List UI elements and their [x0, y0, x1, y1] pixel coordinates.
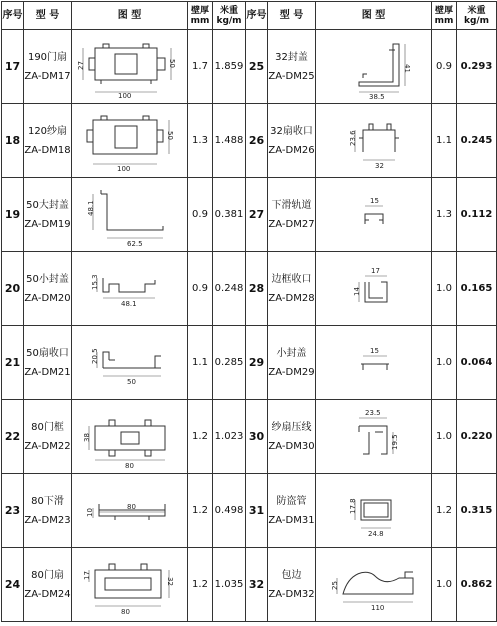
item-model: 小封盖 ZA-DM29	[268, 326, 316, 400]
wall-thickness: 1.0	[432, 252, 457, 326]
svg-text:24.8: 24.8	[367, 529, 384, 538]
wall-thickness: 1.0	[432, 400, 457, 474]
header-no-left: 序号	[2, 2, 24, 30]
meter-weight: 0.112	[457, 178, 497, 252]
svg-text:10: 10	[85, 507, 94, 517]
table-row	[2, 178, 497, 252]
profile-drawing	[72, 178, 188, 252]
svg-text:17.8: 17.8	[348, 497, 357, 514]
item-model: 防盗管 ZA-DM31	[268, 474, 316, 548]
item-model: 50小封盖 ZA-DM20	[24, 252, 72, 326]
meter-weight: 0.498	[213, 474, 246, 548]
item-no: 18	[2, 104, 24, 178]
item-no: 23	[2, 474, 24, 548]
profile-drawing	[72, 326, 188, 400]
svg-text:17: 17	[370, 266, 380, 275]
item-no: 25	[246, 30, 268, 104]
item-model: 50大封盖 ZA-DM19	[24, 178, 72, 252]
profile-drawing	[316, 474, 432, 548]
profile-drawing	[72, 400, 188, 474]
profile-drawing	[316, 400, 432, 474]
item-no: 20	[2, 252, 24, 326]
wall-thickness: 0.9	[188, 178, 213, 252]
item-no: 21	[2, 326, 24, 400]
table-row	[2, 326, 497, 400]
item-no: 17	[2, 30, 24, 104]
table-row	[2, 474, 497, 548]
header-drawing-left: 图 型	[72, 2, 188, 30]
meter-weight: 1.859	[213, 30, 246, 104]
svg-text:38.5: 38.5	[368, 92, 385, 100]
item-model: 190门扇 ZA-DM17	[24, 30, 72, 104]
meter-weight: 1.023	[213, 400, 246, 474]
meter-weight: 0.381	[213, 178, 246, 252]
table-row	[2, 30, 497, 104]
svg-text:80: 80	[126, 502, 136, 511]
item-model: 80下滑 ZA-DM23	[24, 474, 72, 548]
item-model: 下滑轨道 ZA-DM27	[268, 178, 316, 252]
header-weight-right: 米重 kg/m	[457, 2, 497, 30]
meter-weight: 0.285	[213, 326, 246, 400]
profile-spec-table	[1, 1, 497, 622]
wall-thickness: 1.3	[432, 178, 457, 252]
wall-thickness: 1.2	[432, 474, 457, 548]
item-model: 包边 ZA-DM32	[268, 548, 316, 622]
wall-thickness: 1.2	[188, 474, 213, 548]
svg-text:32: 32	[165, 576, 174, 586]
profile-drawing	[72, 474, 188, 548]
wall-thickness: 1.1	[432, 104, 457, 178]
header-weight-left: 米重 kg/m	[213, 2, 246, 30]
svg-text:100: 100	[117, 91, 131, 100]
table-row	[2, 548, 497, 622]
item-no: 19	[2, 178, 24, 252]
item-model: 32封盖 ZA-DM25	[268, 30, 316, 104]
svg-text:41: 41	[402, 63, 411, 73]
profile-drawing	[316, 30, 432, 104]
svg-text:50: 50	[165, 130, 174, 140]
profile-drawing	[316, 104, 432, 178]
wall-thickness: 1.2	[188, 400, 213, 474]
svg-text:50: 50	[126, 377, 136, 386]
item-model: 32扇收口 ZA-DM26	[268, 104, 316, 178]
svg-text:15: 15	[369, 196, 379, 205]
wall-thickness: 1.7	[188, 30, 213, 104]
header-thickness-left: 壁厚 mm	[188, 2, 213, 30]
header-model-left: 型 号	[24, 2, 72, 30]
profile-drawing	[72, 548, 188, 622]
profile-drawing	[72, 252, 188, 326]
meter-weight: 0.248	[213, 252, 246, 326]
svg-text:48.1: 48.1	[86, 199, 95, 216]
item-model: 80门框 ZA-DM22	[24, 400, 72, 474]
meter-weight: 0.862	[457, 548, 497, 622]
item-model: 120纱扇 ZA-DM18	[24, 104, 72, 178]
profile-drawing	[316, 326, 432, 400]
svg-text:19.5: 19.5	[390, 433, 399, 450]
header-no-right: 序号	[246, 2, 268, 30]
table-row	[2, 400, 497, 474]
table-row	[2, 252, 497, 326]
table-row	[2, 104, 497, 178]
svg-text:62.5: 62.5	[126, 239, 143, 248]
profile-drawing	[316, 548, 432, 622]
wall-thickness: 1.0	[432, 548, 457, 622]
svg-text:23.6: 23.6	[348, 129, 357, 146]
profile-drawing	[72, 104, 188, 178]
item-model: 边框收口 ZA-DM28	[268, 252, 316, 326]
profile-drawing	[72, 30, 188, 104]
item-no: 30	[246, 400, 268, 474]
item-model: 50扇收口 ZA-DM21	[24, 326, 72, 400]
svg-text:50: 50	[167, 58, 176, 68]
wall-thickness: 1.1	[188, 326, 213, 400]
svg-text:32: 32	[374, 161, 384, 170]
item-model: 80门扇 ZA-DM24	[24, 548, 72, 622]
wall-thickness: 0.9	[188, 252, 213, 326]
item-no: 22	[2, 400, 24, 474]
wall-thickness: 1.0	[432, 326, 457, 400]
item-no: 26	[246, 104, 268, 178]
svg-text:14: 14	[352, 286, 361, 296]
header-row	[2, 2, 497, 30]
svg-text:25: 25	[330, 580, 339, 590]
item-no: 32	[246, 548, 268, 622]
header-drawing-right: 图 型	[316, 2, 432, 30]
meter-weight: 0.315	[457, 474, 497, 548]
svg-text:15: 15	[369, 346, 379, 355]
svg-text:15.3: 15.3	[90, 273, 99, 290]
meter-weight: 1.488	[213, 104, 246, 178]
svg-text:80: 80	[120, 607, 130, 616]
item-model: 纱扇压线 ZA-DM30	[268, 400, 316, 474]
item-no: 28	[246, 252, 268, 326]
item-no: 24	[2, 548, 24, 622]
svg-text:110: 110	[370, 603, 384, 612]
item-no: 27	[246, 178, 268, 252]
svg-text:100: 100	[116, 164, 130, 173]
meter-weight: 1.035	[213, 548, 246, 622]
header-thickness-right: 壁厚 mm	[432, 2, 457, 30]
profile-drawing	[316, 178, 432, 252]
wall-thickness: 1.3	[188, 104, 213, 178]
meter-weight: 0.064	[457, 326, 497, 400]
meter-weight: 0.245	[457, 104, 497, 178]
svg-text:80: 80	[124, 461, 134, 470]
item-no: 31	[246, 474, 268, 548]
svg-text:17: 17	[82, 570, 91, 580]
svg-text:20.5: 20.5	[90, 347, 99, 364]
wall-thickness: 0.9	[432, 30, 457, 104]
item-no: 29	[246, 326, 268, 400]
wall-thickness: 1.2	[188, 548, 213, 622]
meter-weight: 0.293	[457, 30, 497, 104]
meter-weight: 0.220	[457, 400, 497, 474]
svg-text:23.5: 23.5	[364, 408, 381, 417]
svg-text:48.1: 48.1	[120, 299, 137, 308]
profile-drawing	[316, 252, 432, 326]
header-model-right: 型 号	[268, 2, 316, 30]
meter-weight: 0.165	[457, 252, 497, 326]
svg-text:27: 27	[76, 60, 85, 70]
svg-text:38: 38	[82, 432, 91, 442]
